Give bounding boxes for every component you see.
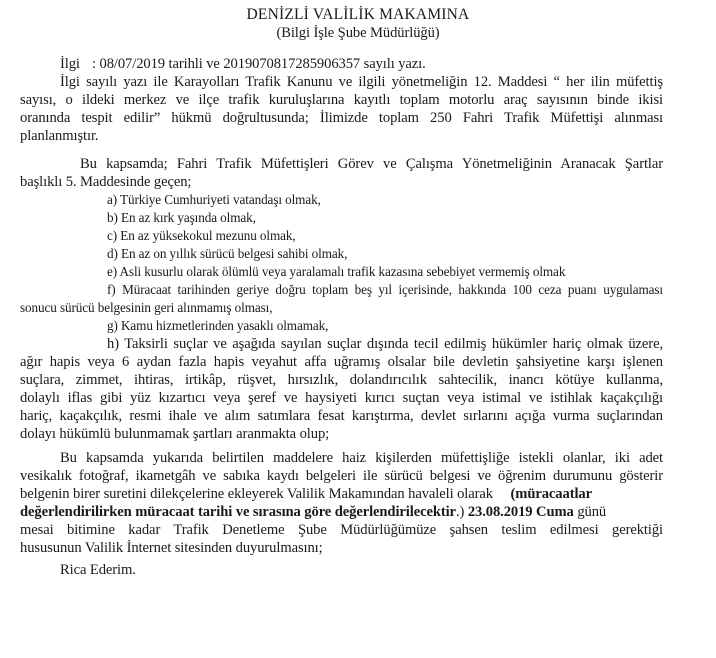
paragraph1-line3: oranında tespit edilir” hükmü doğrultusunda; İlimizde toplam 250 Fahri Trafik Müfettişi alınması: [20, 110, 663, 126]
document-title: DENİZLİ VALİLİK MAKAMINA: [246, 6, 470, 23]
condition-e: e) Asli kusurlu olarak ölümlü veya yaralamalı trafik kazasına sebebiyet vermemiş olmak: [107, 264, 566, 279]
condition-c: c) En az yüksekokul mezunu olmak,: [107, 228, 296, 243]
condition-a: a) Türkiye Cumhuriyeti vatandaşı olmak,: [107, 192, 321, 207]
paragraph3-line4-bold: değerlendirilirken müracaat tarihi ve sırasına göre değerlendirilecektir: [20, 504, 456, 520]
paragraph3-line2: vesikalık fotoğraf, ikametgâh ve sabıka kaydı belgeleri ile sürücü belgesi ve öğrenim durumunu gösterir: [20, 468, 663, 484]
condition-d: d) En az on yıllık sürücü belgesi sahibi olmak,: [107, 246, 348, 261]
condition-b: b) En az kırk yaşında olmak,: [107, 210, 256, 225]
paragraph2-line2: başlıklı 5. Maddesinde geçen;: [20, 174, 192, 190]
paragraph3-line4-punct: .): [455, 504, 465, 520]
paragraph3-line1: Bu kapsamda yukarıda belirtilen maddelere haiz kişilerden müfettişliğe istekli olanlar, iki adet: [60, 450, 663, 466]
paragraph1-line1: İlgi sayılı yazı ile Karayolları Trafik Kanunu ve ilgili yönetmeliğin 12. Maddesi “ her ilin müfettiş: [60, 74, 663, 90]
closing-text: Rica Ederim.: [60, 562, 136, 578]
condition-h-line2: ağır hapis veya 6 aydan fazla hapis veyahut affa uğramış olsalar bile devletin şahsiyetine karşı işlenen: [20, 354, 663, 370]
condition-h-line5: hariç, kaçakçılık, resmi ihale ve alım satımlara fesat karıştırma, devlet sırlarını açığa vurma suçlarından: [20, 408, 663, 424]
condition-h-line1: h) Taksirli suçlar ve aşağıda sayılan suçlar dışında tecil edilmiş hükümler hariç olmak üzere,: [107, 336, 663, 352]
paragraph1-line2: sayısı, o ildeki merkez ve ilçe trafik kuruluşlarına kayıtlı toplam motorlu araç sayısının binde ikisi: [20, 92, 663, 108]
paragraph3-line3-text: belgenin birer suretini dilekçelerine ekleyerek Valilik Makamından havaleli olarak: [20, 486, 493, 502]
paragraph3-line4: [20, 503, 606, 521]
ilgi-text: : 08/07/2019 tarihli ve 2019070817285906357 sayılı yazı.: [92, 56, 426, 72]
paragraph3-line6: hususunun Valilik İnternet sitesinden duyurulmasını;: [20, 540, 323, 556]
paragraph3-line3-bold: (müracaatlar: [510, 486, 592, 502]
paragraph3-line3: [20, 485, 592, 503]
condition-f-line2: sonucu sürücü belgesinin geri alınmamış olması,: [20, 300, 273, 315]
condition-h-line3: suçlara, zimmet, ihtiras, irtikâp, rüşvet, hırsızlık, dolandırıcılık sahtecilik, inancı kötüye kullanma,: [20, 372, 663, 388]
paragraph3-line5: mesai bitimine kadar Trafik Denetleme Şube Müdürlüğümüze şahsen teslim edilmesi gerektiği: [20, 522, 663, 538]
condition-h-line4: dolaylı iflas gibi yüz kızartıcı veya şeref ve haysiyeti kırıcı suçtan veya istimal ve istihlak kaçakçılığı: [20, 390, 663, 406]
condition-h-line6: dolayı hükümlü bulunmamak şartları aranmakta olup;: [20, 426, 330, 442]
condition-f-line1: f) Müracaat tarihinden geriye doğru toplam beş yıl içerisinde, hakkında 100 ceza puanı uygulaması: [107, 282, 663, 297]
paragraph2-line1: Bu kapsamda; Fahri Trafik Müfettişleri Görev ve Çalışma Yönetmeliğinin Aranacak Şartlar: [80, 156, 663, 172]
condition-g: g) Kamu hizmetlerinden yasaklı olmamak,: [107, 318, 329, 333]
paragraph1-line4: planlanmıştır.: [20, 128, 99, 144]
document-subtitle: (Bilgi İşle Şube Müdürlüğü): [276, 25, 440, 41]
paragraph3-line4-end: günü: [577, 504, 607, 520]
ilgi-label: İlgi: [60, 56, 80, 72]
deadline-date: 23.08.2019 Cuma: [467, 504, 574, 520]
